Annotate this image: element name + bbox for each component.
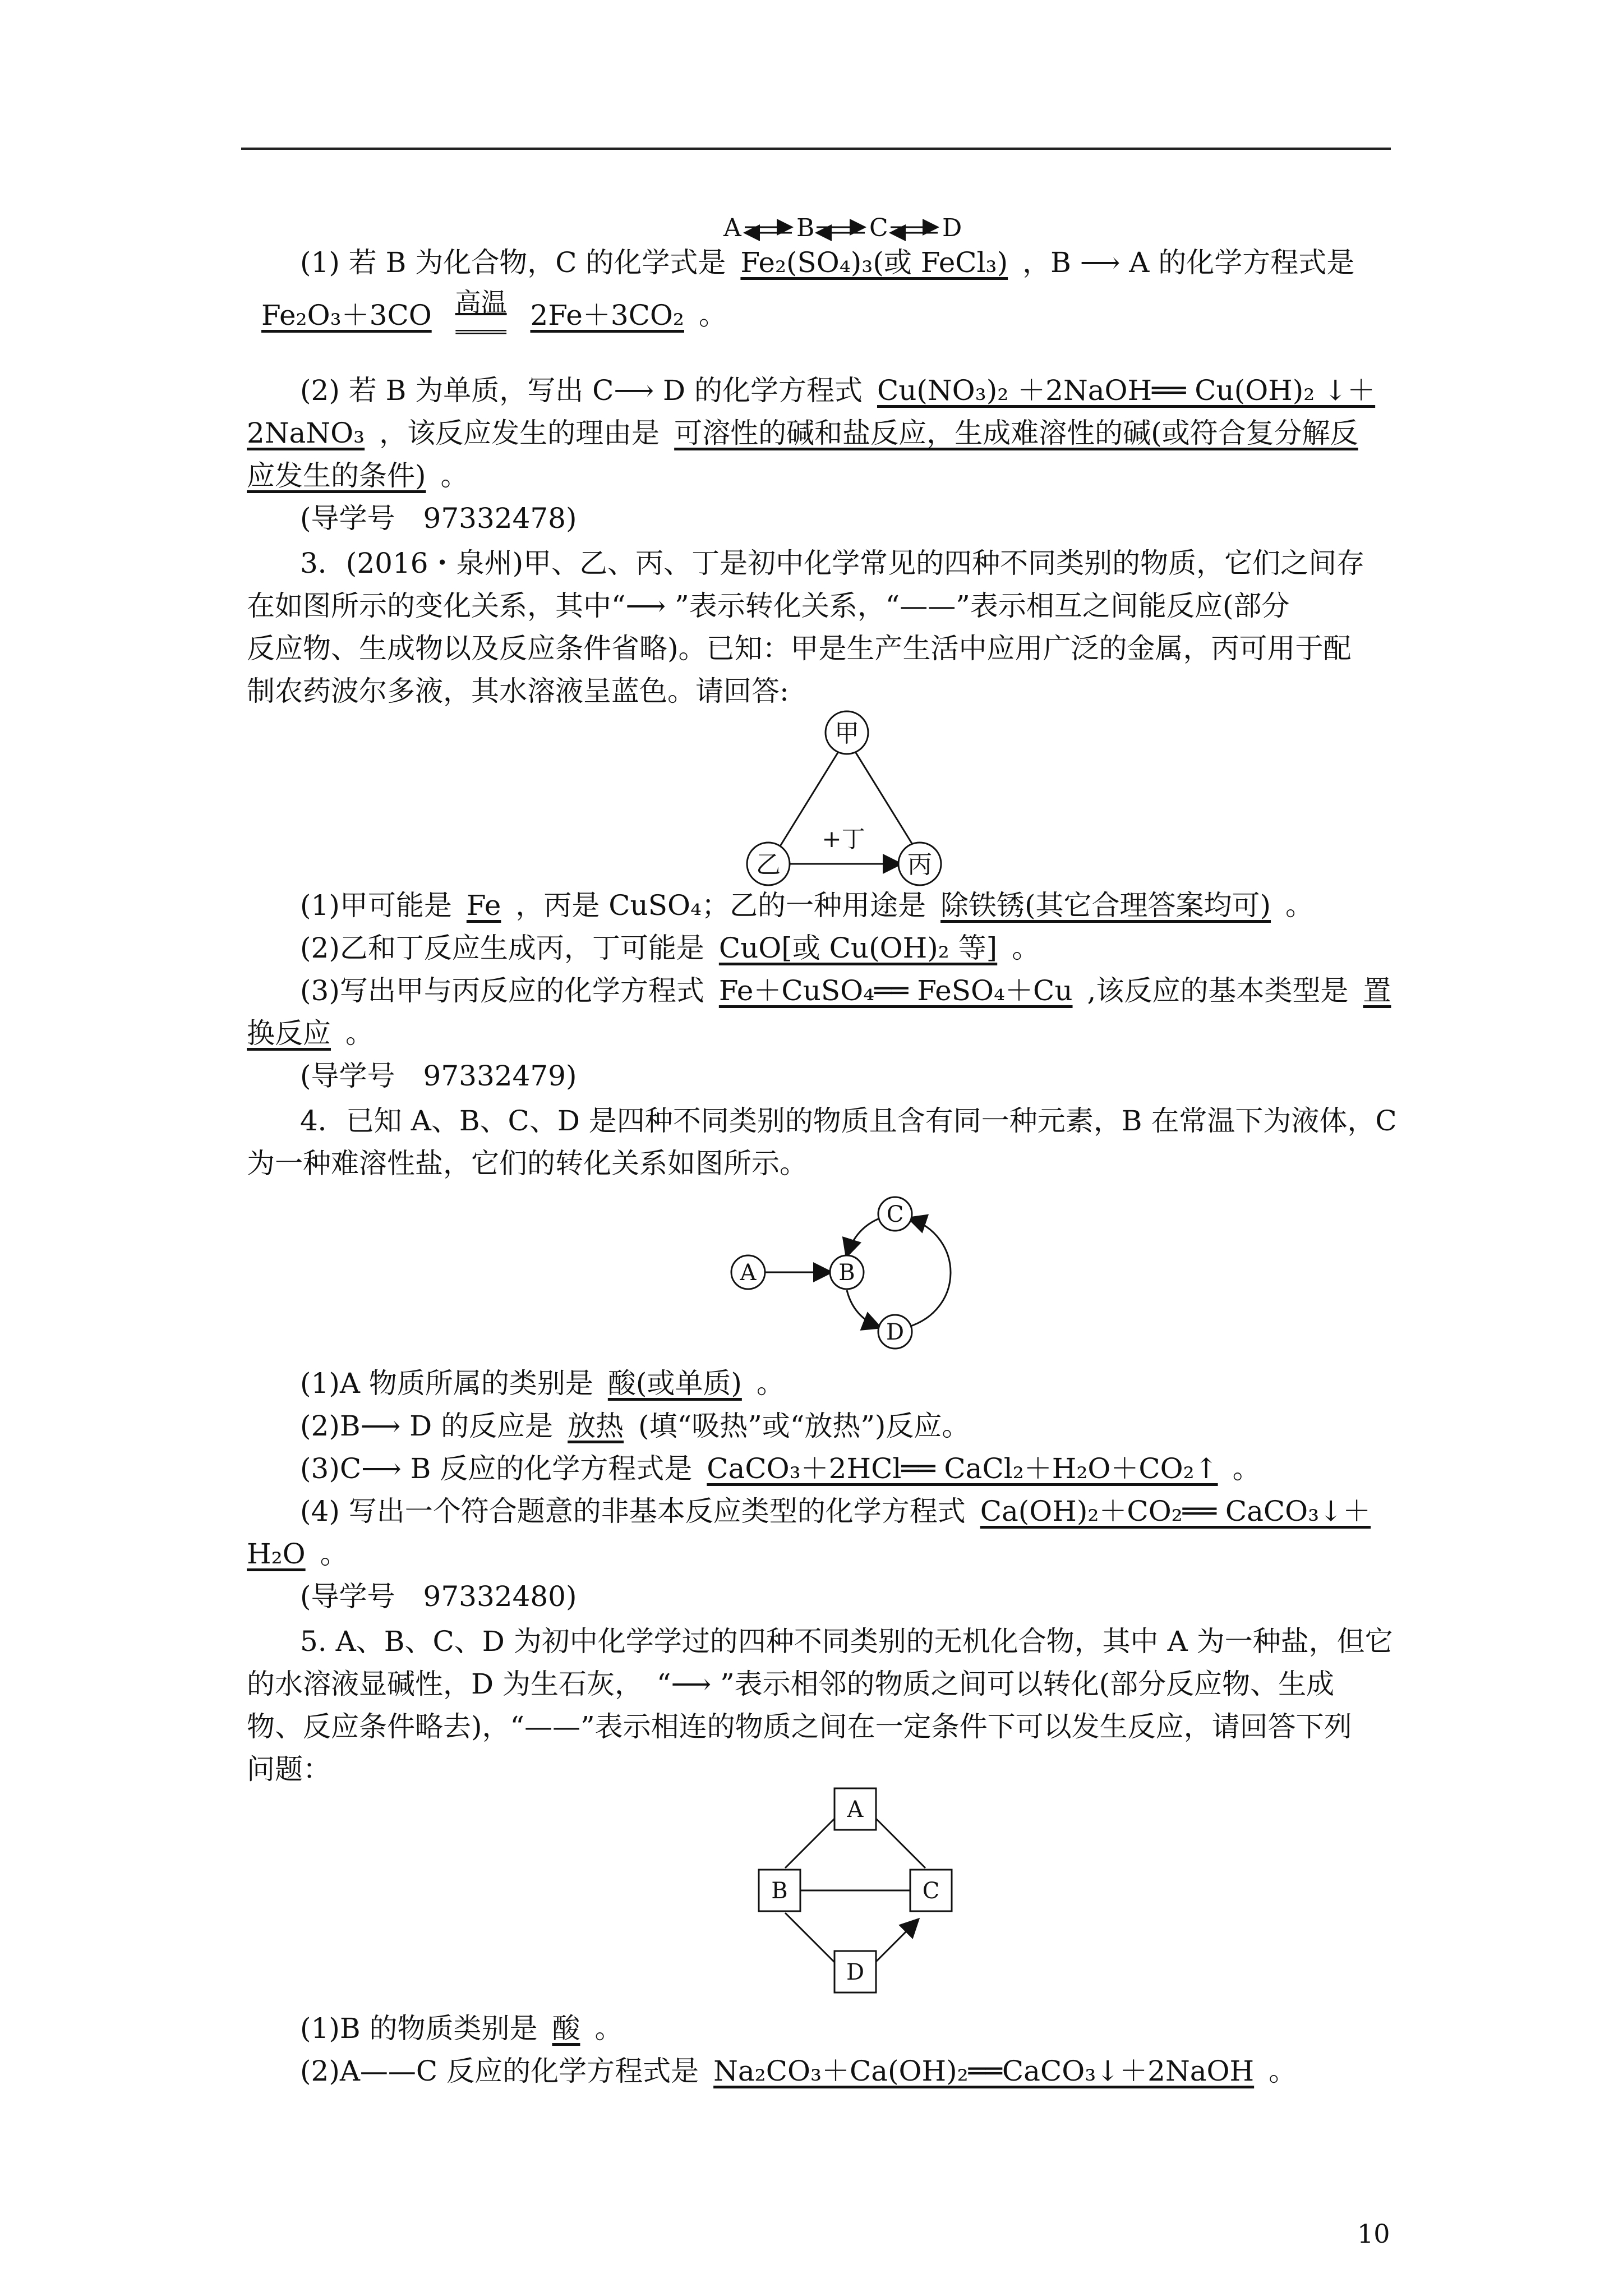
q4-sub3 xyxy=(300,1448,1455,1489)
q3-s3-answer2-l1: 置 xyxy=(1363,974,1391,1007)
q3-s1-answer1: Fe xyxy=(466,889,501,922)
q5-stem-l2: 的水溶液显碱性，D 为生石灰， “⟶ ”表示相邻的物质之间可以转化(部分反应物、生成 xyxy=(247,1668,1335,1700)
q3-s3-text-b: ,该反应的基本类型是 xyxy=(1087,974,1349,1007)
q5-node-c: C xyxy=(922,1878,940,1904)
chain-node-c: C xyxy=(869,214,888,242)
q4-node-b: B xyxy=(838,1260,855,1286)
chain-node-b: B xyxy=(796,214,815,242)
q3-s1-end: 。 xyxy=(1285,889,1314,922)
q2-p1-text: (1) 若 B 为化合物，C 的化学式是 xyxy=(300,246,726,279)
q4-sub4-line2 xyxy=(247,1534,1402,1574)
header-rule xyxy=(241,148,1391,150)
q5-s1-end: 。 xyxy=(594,2012,623,2045)
q3-s3-equation: Fe＋CuSO₄══ FeSO₄＋Cu xyxy=(718,974,1073,1007)
q3-triangle-diagram xyxy=(740,707,965,892)
q4-sub4-line1 xyxy=(300,1491,1455,1531)
q3-edge-label: +丁 xyxy=(822,825,865,853)
q5-node-d: D xyxy=(846,1959,865,1985)
q2-p2-answer-l2: 2NaNO₃ xyxy=(247,417,365,449)
q3-sub3-line1 xyxy=(300,970,1455,1011)
q3-stem-l4: 制农药波尔多液，其水溶液呈蓝色。请回答: xyxy=(247,675,789,707)
q2-p2-end: 。 xyxy=(440,459,469,492)
q5-edge-a-c xyxy=(875,1818,925,1868)
q4-s3-text: (3)C⟶ B 反应的化学方程式是 xyxy=(300,1452,693,1485)
q5-sub1 xyxy=(300,2008,1455,2049)
q4-stem-l1: 4．已知 A、B、C、D 是四种不同类别的物质且含有同一种元素，B 在常温下为液体，C xyxy=(300,1105,1397,1137)
q4-arrow-c-b xyxy=(847,1218,879,1255)
q2-p2-answer-l1: Cu(NO₃)₂ ＋2NaOH══ Cu(OH)₂ ↓＋ xyxy=(877,374,1376,407)
q3-stem-l3: 反应物、生成物以及反应条件省略)。已知：甲是生产生活中应用广泛的金属，丙可用于配 xyxy=(247,632,1352,665)
q4-s1-text: (1)A 物质所属的类别是 xyxy=(300,1367,593,1400)
q5-edge-b-d xyxy=(785,1913,836,1963)
page-number: 10 xyxy=(1357,2219,1390,2249)
q4-s3-equation: CaCO₃＋2HCl══ CaCl₂＋H₂O＋CO₂↑ xyxy=(707,1452,1218,1485)
q2-p1-equation-left: Fe₂O₃＋3CO xyxy=(261,298,432,332)
chain-node-d: D xyxy=(942,214,962,242)
q2-p2-reason-l1: 可溶性的碱和盐反应，生成难溶性的碱(或符合复分解反 xyxy=(674,417,1358,449)
q2-p2-text: (2) 若 B 为单质，写出 C⟶ D 的化学方程式 xyxy=(300,374,863,407)
q2-part2-line3 xyxy=(247,455,1402,496)
q2-part1-line2 xyxy=(247,289,1402,351)
q5-s1-answer: 酸 xyxy=(552,2012,580,2045)
q5-stem-l3: 物、反应条件略去)，“——”表示相连的物质之间在一定条件下可以发生反应，请回答下列 xyxy=(247,1710,1352,1743)
q3-s2-text: (2)乙和丁反应生成丙，丁可能是 xyxy=(300,932,704,964)
q4-s3-end: 。 xyxy=(1232,1452,1261,1485)
q3-s3-text: (3)写出甲与丙反应的化学方程式 xyxy=(300,974,704,1007)
q3-sub3-line2 xyxy=(247,1013,1402,1053)
q2-reference-number: (导学号 97332478) xyxy=(300,502,577,535)
q4-sub1 xyxy=(300,1363,1455,1404)
q4-sub2 xyxy=(300,1406,1455,1446)
q2-part2-line1 xyxy=(300,370,1455,411)
q4-s4-equation-l2: H₂O xyxy=(247,1538,306,1570)
q4-s1-answer: 酸(或单质) xyxy=(607,1367,742,1400)
q5-node-b: B xyxy=(771,1878,788,1904)
q4-node-a: A xyxy=(740,1260,757,1286)
q3-s2-answer: CuO[或 Cu(OH)₂ 等] xyxy=(718,932,998,964)
q3-s3-end: 。 xyxy=(345,1017,374,1050)
q4-node-d: D xyxy=(886,1319,905,1345)
q3-s1-answer2: 除铁锈(其它合理答案均可) xyxy=(940,889,1271,922)
q4-cycle-diagram xyxy=(729,1189,976,1358)
q2-p1-answer-formula: Fe₂(SO₄)₃(或 FeCl₃) xyxy=(740,246,1008,279)
q5-s2-end: 。 xyxy=(1269,2055,1297,2087)
q3-s3-answer2-l2: 换反应 xyxy=(247,1017,331,1050)
q2-p2-text-b: ，该反应发生的理由是 xyxy=(379,417,660,449)
q3-node-yi: 乙 xyxy=(756,850,781,879)
q4-s2-text-b: (填“吸热”或“放热”)反应。 xyxy=(638,1410,970,1442)
q2-p1-equation-right: 2Fe＋3CO₂ xyxy=(530,298,684,332)
q2-part1-line1 xyxy=(300,242,1455,283)
q4-s2-answer: 放热 xyxy=(568,1410,624,1442)
q4-s1-end: 。 xyxy=(756,1367,785,1400)
q3-sub2 xyxy=(300,928,1455,968)
q5-edge-a-b xyxy=(785,1818,836,1868)
q3-sub1 xyxy=(300,885,1455,926)
q2-p2-reason-l2: 应发生的条件) xyxy=(247,459,426,492)
q5-s2-equation: Na₂CO₃＋Ca(OH)₂══CaCO₃↓＋2NaOH xyxy=(713,2055,1255,2087)
q2-part2-line2 xyxy=(247,413,1402,453)
q5-s1-text: (1)B 的物质类别是 xyxy=(300,2012,538,2045)
q5-sub2 xyxy=(300,2051,1455,2091)
q3-stem-l2: 在如图所示的变化关系，其中“⟶ ”表示转化关系，“——”表示相互之间能反应(部分 xyxy=(247,590,1290,622)
q4-arrow-b-d xyxy=(847,1290,879,1327)
q3-reference-number: (导学号 97332479) xyxy=(300,1060,577,1092)
q3-s1-text-b: ，丙是 CuSO₄；乙的一种用途是 xyxy=(515,889,926,922)
q5-arrow-d-c xyxy=(876,1920,917,1962)
q2-p1-end: 。 xyxy=(698,298,727,332)
q3-stem-l1: 3．(2016・泉州)甲、乙、丙、丁是初中化学常见的四种不同类别的物质，它们之间存 xyxy=(300,547,1365,579)
q4-stem-l2: 为一种难溶性盐，它们的转化关系如图所示。 xyxy=(247,1147,808,1180)
q5-s2-text: (2)A——C 反应的化学方程式是 xyxy=(300,2055,699,2087)
q4-s4-end: 。 xyxy=(320,1538,348,1570)
q4-s4-text: (4) 写出一个符合题意的非基本反应类型的化学方程式 xyxy=(300,1495,966,1527)
q4-arrow-d-c xyxy=(907,1218,951,1327)
q4-reference-number: (导学号 97332480) xyxy=(300,1580,577,1613)
q5-box-diagram xyxy=(751,1787,976,2011)
chain-node-a: A xyxy=(723,214,741,242)
q5-stem-l1: 5. A、B、C、D 为初中化学学过的四种不同类别的无机化合物，其中 A 为一种盐，但它 xyxy=(300,1625,1393,1658)
q3-node-jia: 甲 xyxy=(834,719,859,748)
q5-stem-l4: 问题： xyxy=(247,1753,331,1786)
q4-s2-text: (2)B⟶ D 的反应是 xyxy=(300,1410,554,1442)
q3-s1-text: (1)甲可能是 xyxy=(300,889,452,922)
q3-node-bing: 丙 xyxy=(907,850,932,879)
q2-p1-condition: 高温 ═════ xyxy=(455,287,507,342)
q3-s2-end: 。 xyxy=(1012,932,1040,964)
q4-node-c: C xyxy=(886,1202,904,1227)
q5-node-a: A xyxy=(847,1797,864,1823)
q4-s4-equation-l1: Ca(OH)₂＋CO₂══ CaCO₃↓＋ xyxy=(980,1495,1371,1527)
q2-p1-text-b: ，B ⟶ A 的化学方程式是 xyxy=(1022,246,1355,279)
